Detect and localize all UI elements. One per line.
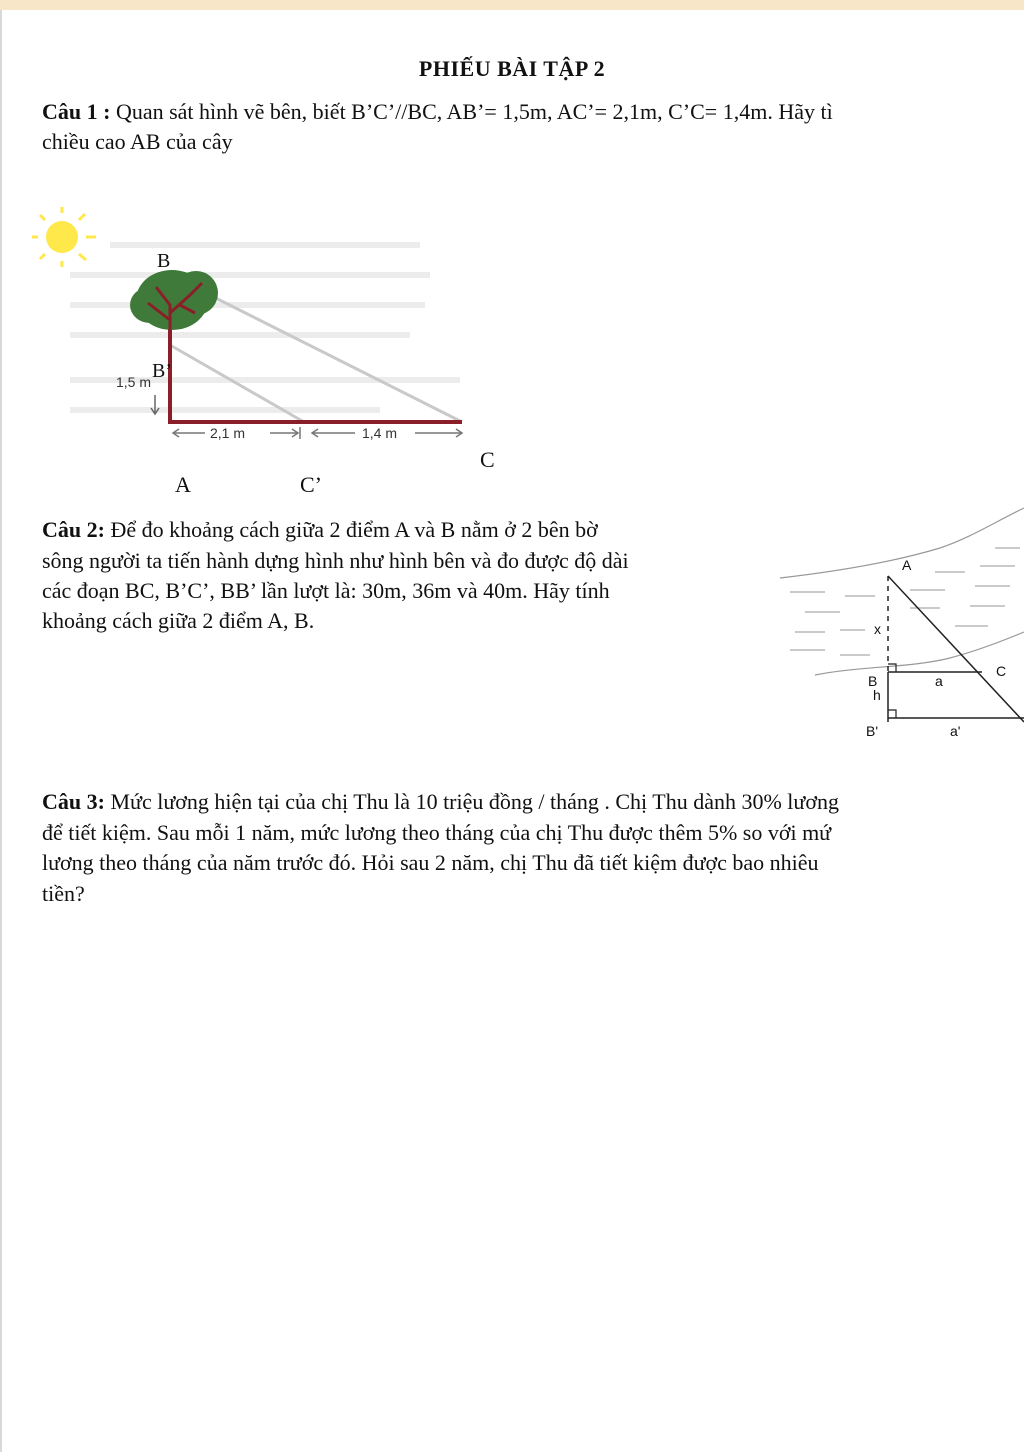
segment-C-prime-C-label: 1,4 m	[362, 425, 398, 441]
q3-label: Câu 3:	[42, 789, 105, 814]
river-point-B: B	[868, 673, 878, 689]
q2-line-2: sông người ta tiến hành dựng hình như hình bên và đo được độ dài	[42, 548, 629, 573]
height-label: 1,5 m	[116, 374, 152, 390]
tree-foliage	[130, 270, 218, 330]
river-x-label: x	[874, 621, 881, 637]
right-angle-B-prime	[888, 710, 896, 718]
tree-shadow-figure	[30, 205, 510, 505]
point-B: B	[157, 250, 171, 272]
page-title: PHIẾU BÀI TẬP 2	[418, 56, 606, 81]
river-point-C: C	[996, 663, 1007, 679]
point-C-prime: C’	[300, 472, 322, 497]
q3-line-1	[42, 787, 839, 817]
point-C: C	[480, 447, 495, 472]
q1-text-1: Quan sát hình vẽ bên, biết B’C’//BC, AB’= 1,5m, AC’= 2,1m, C’C= 1,4m. Hãy tì	[110, 99, 833, 124]
q2-label: Câu 2:	[42, 517, 105, 542]
q1-line-2: chiều cao AB của cây	[42, 129, 233, 154]
river-a-label: a	[935, 673, 943, 689]
line-A-to-C-prime	[888, 576, 1024, 722]
q3-line-2: để tiết kiệm. Sau mỗi 1 năm, mức lương theo tháng của chị Thu được thêm 5% so với mứ	[42, 820, 832, 845]
river-point-A: A	[902, 557, 912, 573]
near-bank	[815, 632, 1024, 675]
river-figure	[770, 500, 1024, 750]
q3-line-4: tiền?	[42, 881, 85, 906]
q2-line-1	[42, 515, 598, 545]
river-point-B-prime: B'	[866, 723, 879, 739]
top-strip	[0, 0, 1024, 10]
q2-line-4: khoảng cách giữa 2 điểm A, B.	[42, 608, 315, 633]
sun-icon	[32, 207, 96, 267]
river-a-prime-label: a'	[950, 723, 961, 739]
point-A: A	[175, 472, 191, 497]
river-h-label: h	[873, 687, 881, 703]
q1-label: Câu 1 :	[42, 99, 111, 124]
height-arrow	[151, 395, 159, 414]
q3-text-1: Mức lương hiện tại của chị Thu là 10 triệu đồng / tháng . Chị Thu dành 30% lương	[104, 789, 839, 814]
q3-line-3: lương theo tháng của năm trước đó. Hỏi sau 2 năm, chị Thu đã tiết kiệm được bao nhiêu	[42, 850, 819, 875]
right-angle-B	[888, 664, 896, 672]
point-B-prime: B’	[152, 360, 172, 382]
q1-line-1	[42, 97, 833, 127]
q2-line-3: các đoạn BC, B’C’, BB’ lần lượt là: 30m, 36m và 40m. Hãy tính	[42, 578, 610, 603]
q2-text-1: Để đo khoảng cách giữa 2 điểm A và B nằm ở 2 bên bờ	[104, 517, 598, 542]
segment-AC-prime-label: 2,1 m	[210, 425, 246, 441]
left-border	[0, 10, 2, 1452]
